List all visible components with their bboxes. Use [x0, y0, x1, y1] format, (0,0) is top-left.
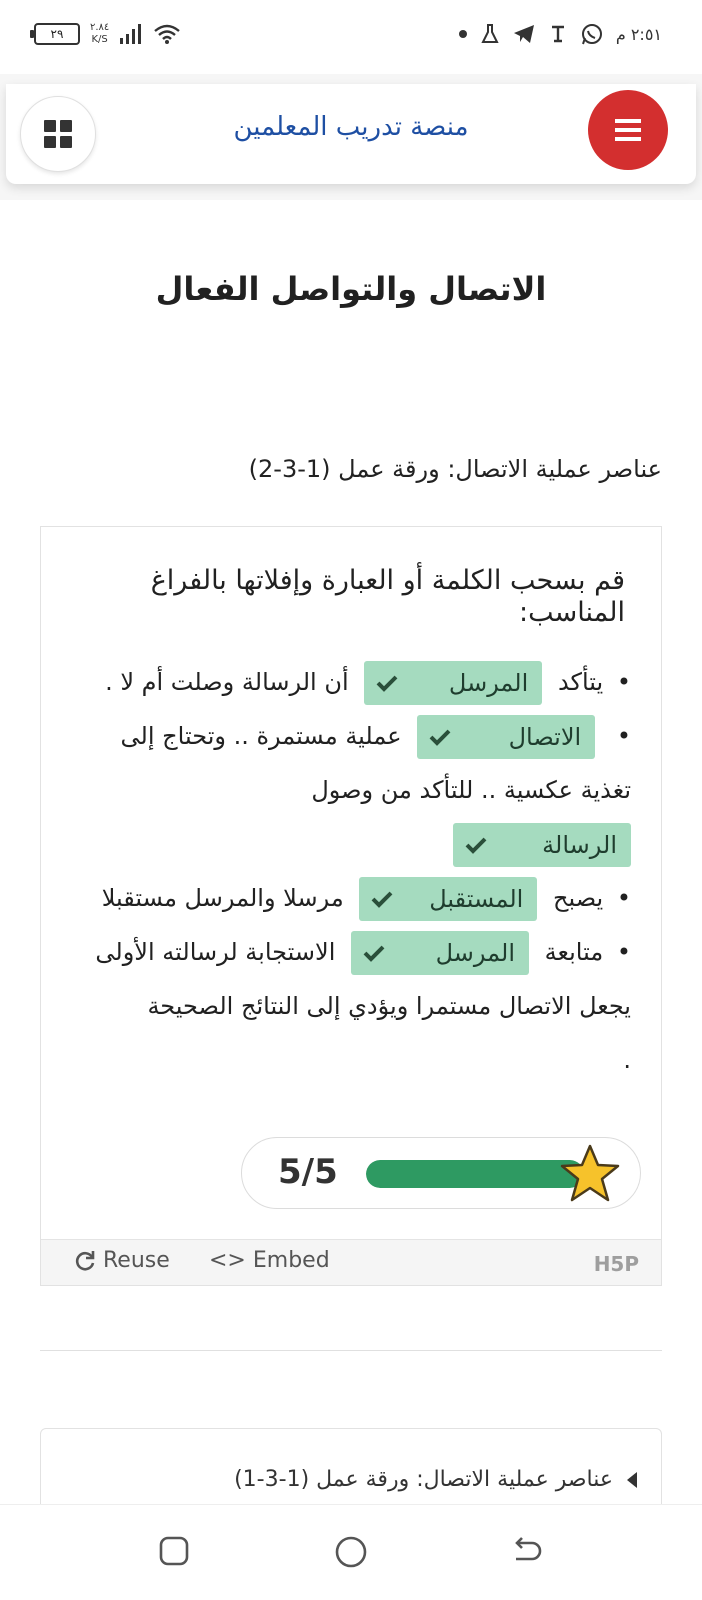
net-speed: [90, 22, 109, 46]
wifi-icon: [153, 23, 181, 45]
exercise-item: [71, 871, 631, 925]
exercise-item-continuation: [71, 1033, 631, 1087]
bullet: •: [616, 938, 631, 966]
check-icon: [429, 728, 451, 746]
embed-button[interactable]: <> Embed: [209, 1248, 330, 1273]
reuse-button[interactable]: [73, 1248, 170, 1273]
exercise-item: [71, 925, 631, 979]
exercise-item-continuation: [71, 763, 631, 817]
exercise-item: [71, 709, 631, 763]
recents-icon: [158, 1535, 190, 1567]
app-icon: [548, 23, 568, 45]
exercise-item: [71, 655, 631, 709]
next-section-title: عناصر عملية الاتصال: ورقة عمل (1-3-1): [234, 1467, 613, 1492]
item-text-before: يصبح: [552, 884, 604, 912]
battery-level: ٢٩: [50, 27, 64, 41]
answer-chip-label: المرسل: [435, 939, 516, 967]
section-heading: عناصر عملية الاتصال: ورقة عمل (1-3-2): [248, 455, 662, 483]
exercise-item-continuation: [71, 817, 631, 871]
answer-chip-label: المرسل: [448, 669, 529, 697]
home-icon: [334, 1535, 368, 1569]
item-text-tail: .: [623, 1046, 631, 1074]
item-text-after: مرسلا والمرسل مستقبلا: [101, 884, 344, 912]
dot-icon: [458, 29, 468, 39]
item-text-cont: تغذية عكسية .. للتأكد من وصول: [311, 776, 631, 804]
status-bar-right: [458, 22, 662, 46]
item-text-cont: يجعل الاتصال مستمرا ويؤدي إلى النتائج الصحيحة: [147, 992, 631, 1020]
caret-left-icon: [625, 1471, 639, 1489]
h5p-footer: [41, 1239, 661, 1285]
item-text-after: أن الرسالة وصلت أم لا .: [105, 668, 349, 696]
divider: [40, 1350, 662, 1351]
item-text-before: متابعة: [544, 938, 604, 966]
back-icon: [510, 1535, 544, 1567]
refresh-icon: [73, 1249, 97, 1273]
answer-chip-label: المستقبل: [429, 885, 524, 913]
h5p-exercise-card: [40, 526, 662, 1286]
menu-button[interactable]: [588, 90, 668, 170]
check-icon: [371, 890, 393, 908]
battery-icon: [34, 23, 80, 45]
answer-chip[interactable]: [453, 823, 631, 867]
bullet: •: [616, 884, 631, 912]
navigation-bar: [0, 1504, 702, 1600]
item-text-after: الاستجابة لرسالته الأولى: [95, 938, 336, 966]
hamburger-icon: [615, 119, 641, 141]
whatsapp-icon: [580, 22, 604, 46]
home-button[interactable]: [334, 1535, 368, 1573]
h5p-logo[interactable]: H5P: [593, 1252, 639, 1276]
answer-chip-label: الرسالة: [542, 831, 617, 859]
score-bar: [241, 1137, 641, 1209]
signal-icon: [119, 24, 143, 44]
bullet: •: [616, 668, 631, 696]
answer-chip[interactable]: [359, 877, 537, 921]
exercise-instructions: قم بسحب الكلمة أو العبارة وإفلاتها بالفراغ المناسب:: [150, 565, 625, 628]
telegram-icon: [512, 23, 536, 45]
back-button[interactable]: [510, 1535, 544, 1571]
score-label: 5/5: [278, 1152, 338, 1192]
score-progress-track: [366, 1160, 584, 1188]
bullet: •: [616, 722, 631, 750]
site-title[interactable]: منصة تدريب المعلمين: [233, 112, 469, 142]
item-text-before: يتأكد: [557, 668, 604, 696]
status-bar-left: [34, 22, 181, 46]
flask-icon: [480, 23, 500, 45]
page-title: الاتصال والتواصل الفعال: [155, 270, 547, 308]
score-progress-fill: [366, 1160, 584, 1188]
check-icon: [465, 836, 487, 854]
recents-button[interactable]: [158, 1535, 190, 1571]
check-icon: [363, 944, 385, 962]
net-speed-value: ٢.٨٤: [90, 22, 110, 33]
status-bar: [0, 0, 702, 74]
check-icon: [376, 674, 398, 692]
answer-chip[interactable]: [351, 931, 529, 975]
answer-chip-label: الاتصال: [508, 723, 582, 751]
item-text-after: عملية مستمرة .. وتحتاج إلى: [120, 722, 402, 750]
net-speed-unit: K/S: [91, 34, 108, 45]
reuse-label: Reuse: [103, 1248, 170, 1273]
exercise-item-continuation: [71, 979, 631, 1033]
star-icon: [558, 1142, 622, 1206]
answer-chip[interactable]: [417, 715, 595, 759]
site-header: [6, 84, 696, 184]
answer-chip[interactable]: [364, 661, 542, 705]
clock: ٢:٥١ م: [615, 24, 662, 44]
exercise-text: [71, 655, 631, 1087]
